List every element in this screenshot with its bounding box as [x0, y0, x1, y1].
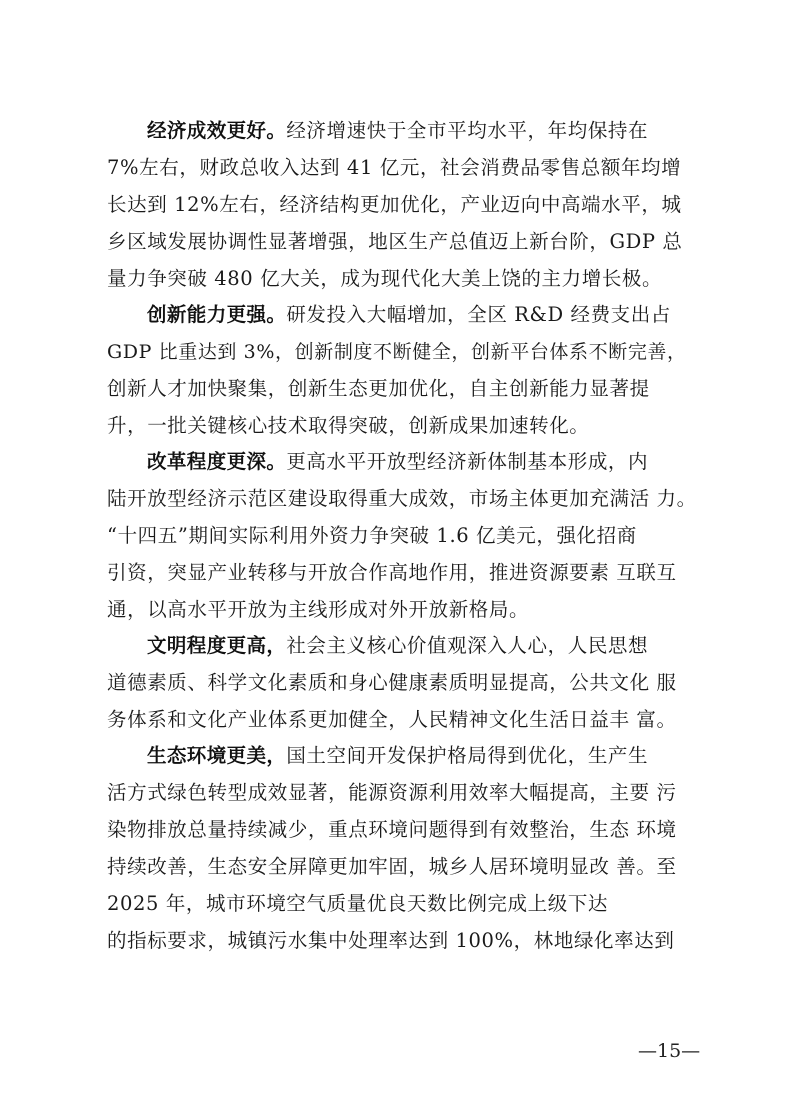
paragraph-heading: 生态环境更美， [147, 744, 287, 767]
paragraph-heading: 文明程度更高， [147, 634, 287, 657]
text-line: 乡区域发展协调性显著增强，地区生产总值迈上新台阶，GDP 总 [107, 230, 683, 253]
paragraph-heading: 创新能力更强。 [147, 303, 287, 326]
text-line: 升，一批关键核心技术取得突破，创新成果加速转化。 [107, 414, 590, 437]
text-line: 量力争突破 480 亿大关，成为现代化大美上饶的主力增长极。 [107, 267, 663, 290]
text-line: 陆开放型经济示范区建设取得重大成效，市场主体更加充满活 力。 [107, 487, 697, 510]
text-line: 改革程度更深。更高水平开放型经济新体制基本形成，内 [147, 450, 649, 473]
text-line: 2025 年，城市环境空气质量优良天数比例完成上级下达 [107, 892, 609, 915]
text-line: 务体系和文化产业体系更加健全，人民精神文化生活日益丰 富。 [107, 708, 677, 731]
text-line: “十四五”期间实际利用外资力争突破 1.6 亿美元，强化招商 [107, 524, 637, 547]
text-line: 引资，突显产业转移与开放合作高地作用，推进资源要素 互联互 [107, 561, 677, 584]
page-number: —15— [638, 1040, 701, 1062]
text-line: 的指标要求，城镇污水集中处理率达到 100%，林地绿化率达到 [107, 929, 675, 952]
text-line: 创新能力更强。研发投入大幅增加，全区 R&D 经费支出占 [147, 303, 671, 326]
text-line: 活方式绿色转型成效显著，能源资源利用效率大幅提高，主要 污 [107, 781, 677, 804]
text-line: 生态环境更美，国土空间开发保护格局得到优化，生产生 [147, 744, 649, 767]
paragraph-heading: 经济成效更好。 [147, 119, 287, 142]
text-line: 创新人才加快聚集，创新生态更加优化，自主创新能力显著提 [107, 377, 650, 400]
text-line: 长达到 12%左右，经济结构更加优化，产业迈向中高端水平，城 [107, 193, 682, 216]
text-line: 经济成效更好。经济增速快于全市平均水平，年均保持在 [147, 119, 649, 142]
text-line: 文明程度更高，社会主义核心价值观深入人心，人民思想 [147, 634, 649, 657]
text-line: GDP 比重达到 3%，创新制度不断健全，创新平台体系不断完善， [107, 341, 687, 363]
text-line: 7%左右，财政总收入达到 41 亿元，社会消费品零售总额年均增 [107, 156, 682, 179]
paragraph-heading: 改革程度更深。 [147, 450, 287, 473]
text-line: 持续改善，生态安全屏障更加牢固，城乡人居环境明显改 善。至 [107, 855, 677, 878]
text-line: 通，以高水平开放为主线形成对外开放新格局。 [107, 598, 530, 621]
text-line: 道德素质、科学文化素质和身心健康素质明显提高，公共文化 服 [107, 671, 677, 694]
text-line: 染物排放总量持续减少，重点环境问题得到有效整治，生态 环境 [107, 818, 677, 841]
